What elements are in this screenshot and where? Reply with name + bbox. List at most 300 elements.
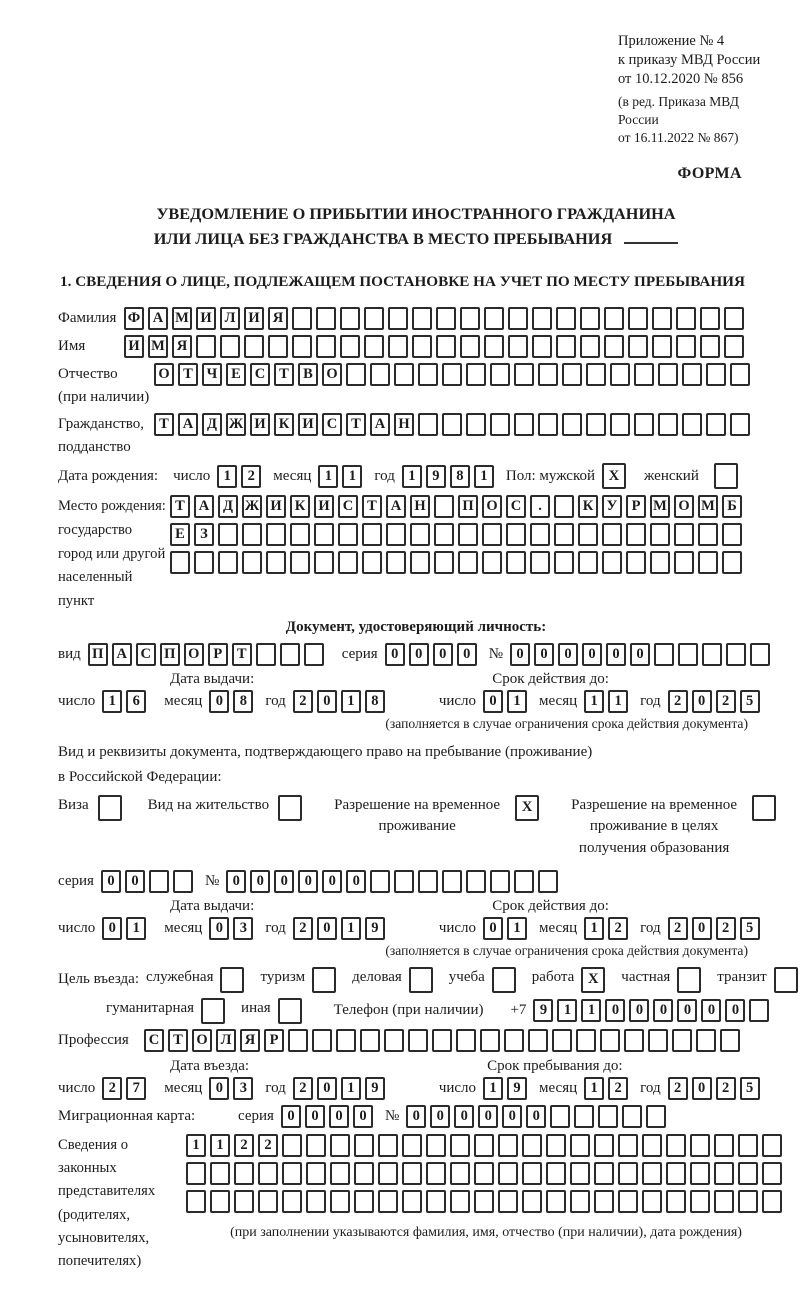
form-cell[interactable]: 0 <box>281 1105 301 1128</box>
form-cell[interactable] <box>498 1134 518 1157</box>
form-cell[interactable] <box>714 463 738 489</box>
form-cell[interactable]: 9 <box>365 1077 385 1100</box>
form-cell[interactable] <box>258 1190 278 1213</box>
form-cell[interactable] <box>340 335 360 358</box>
form-cell[interactable] <box>330 1134 350 1157</box>
form-cell[interactable]: Л <box>216 1029 236 1052</box>
form-cell[interactable] <box>402 1134 422 1157</box>
form-cell[interactable]: Т <box>232 643 252 666</box>
form-cell[interactable] <box>554 551 574 574</box>
form-cell[interactable]: 1 <box>581 999 601 1022</box>
form-cell[interactable] <box>602 551 622 574</box>
form-cell[interactable]: А <box>194 495 214 518</box>
form-cell[interactable]: Ж <box>242 495 262 518</box>
form-cell[interactable] <box>570 1162 590 1185</box>
form-cell[interactable] <box>532 307 552 330</box>
form-cell[interactable] <box>738 1134 758 1157</box>
form-cell[interactable] <box>720 1029 740 1052</box>
form-cell[interactable]: И <box>314 495 334 518</box>
form-cell[interactable] <box>650 523 670 546</box>
form-cell[interactable] <box>490 413 510 436</box>
form-cell[interactable]: 9 <box>365 917 385 940</box>
form-cell[interactable] <box>562 363 582 386</box>
form-cell[interactable]: Б <box>722 495 742 518</box>
form-cell[interactable]: Т <box>168 1029 188 1052</box>
form-cell[interactable]: 0 <box>677 999 697 1022</box>
form-cell[interactable]: 0 <box>510 643 530 666</box>
form-cell[interactable]: 0 <box>430 1105 450 1128</box>
form-cell[interactable]: . <box>530 495 550 518</box>
form-cell[interactable] <box>442 413 462 436</box>
form-cell[interactable]: 2 <box>293 690 313 713</box>
form-cell[interactable] <box>690 1134 710 1157</box>
form-cell[interactable] <box>514 870 534 893</box>
form-cell[interactable] <box>173 870 193 893</box>
form-cell[interactable]: С <box>250 363 270 386</box>
form-cell[interactable] <box>242 551 262 574</box>
form-cell[interactable] <box>602 523 622 546</box>
form-cell[interactable] <box>186 1190 206 1213</box>
form-cell[interactable] <box>722 523 742 546</box>
form-cell[interactable] <box>282 1134 302 1157</box>
form-cell[interactable] <box>316 335 336 358</box>
form-cell[interactable] <box>530 523 550 546</box>
form-cell[interactable] <box>436 307 456 330</box>
form-cell[interactable]: Т <box>346 413 366 436</box>
form-cell[interactable] <box>578 551 598 574</box>
form-cell[interactable] <box>628 307 648 330</box>
form-cell[interactable]: И <box>298 413 318 436</box>
form-cell[interactable] <box>412 307 432 330</box>
form-cell[interactable] <box>604 307 624 330</box>
form-cell[interactable] <box>726 643 746 666</box>
form-cell[interactable] <box>762 1162 782 1185</box>
form-cell[interactable]: Р <box>208 643 228 666</box>
form-cell[interactable]: 2 <box>668 917 688 940</box>
form-cell[interactable]: 2 <box>241 465 261 488</box>
form-cell[interactable]: М <box>172 307 192 330</box>
form-cell[interactable]: А <box>112 643 132 666</box>
form-cell[interactable] <box>258 1162 278 1185</box>
form-cell[interactable] <box>682 363 702 386</box>
form-cell[interactable] <box>434 495 454 518</box>
form-cell[interactable]: 2 <box>293 1077 313 1100</box>
form-cell[interactable] <box>340 307 360 330</box>
form-cell[interactable]: Я <box>268 307 288 330</box>
form-cell[interactable] <box>409 967 433 993</box>
form-cell[interactable]: 0 <box>298 870 318 893</box>
form-cell[interactable] <box>666 1134 686 1157</box>
form-cell[interactable]: 1 <box>126 917 146 940</box>
form-cell[interactable]: Е <box>226 363 246 386</box>
form-cell[interactable] <box>522 1190 542 1213</box>
form-cell[interactable]: 1 <box>507 690 527 713</box>
form-cell[interactable] <box>218 551 238 574</box>
form-cell[interactable]: 2 <box>234 1134 254 1157</box>
form-cell[interactable] <box>774 967 798 993</box>
form-cell[interactable]: 0 <box>457 643 477 666</box>
form-cell[interactable]: Ф <box>124 307 144 330</box>
form-cell[interactable]: 3 <box>233 1077 253 1100</box>
form-cell[interactable] <box>538 363 558 386</box>
form-cell[interactable] <box>492 967 516 993</box>
form-cell[interactable] <box>434 551 454 574</box>
form-cell[interactable] <box>546 1190 566 1213</box>
form-cell[interactable]: 7 <box>126 1077 146 1100</box>
form-cell[interactable]: К <box>290 495 310 518</box>
form-cell[interactable]: О <box>482 495 502 518</box>
form-cell[interactable] <box>498 1162 518 1185</box>
form-cell[interactable]: 2 <box>716 690 736 713</box>
form-cell[interactable] <box>410 523 430 546</box>
form-cell[interactable]: 9 <box>533 999 553 1022</box>
form-cell[interactable]: 1 <box>402 465 422 488</box>
form-cell[interactable] <box>696 1029 716 1052</box>
form-cell[interactable] <box>690 1190 710 1213</box>
form-cell[interactable]: О <box>674 495 694 518</box>
form-cell[interactable]: 6 <box>126 690 146 713</box>
form-cell[interactable]: 0 <box>406 1105 426 1128</box>
form-cell[interactable] <box>658 413 678 436</box>
form-cell[interactable] <box>314 551 334 574</box>
form-cell[interactable]: А <box>386 495 406 518</box>
form-cell[interactable] <box>706 413 726 436</box>
form-cell[interactable] <box>434 523 454 546</box>
form-cell[interactable]: 0 <box>478 1105 498 1128</box>
form-cell[interactable] <box>610 363 630 386</box>
form-cell[interactable] <box>466 363 486 386</box>
form-cell[interactable]: 0 <box>209 917 229 940</box>
form-cell[interactable] <box>730 363 750 386</box>
form-cell[interactable] <box>622 1105 642 1128</box>
form-cell[interactable] <box>730 413 750 436</box>
form-cell[interactable] <box>634 413 654 436</box>
form-cell[interactable] <box>278 998 302 1024</box>
form-cell[interactable] <box>594 1162 614 1185</box>
form-cell[interactable] <box>450 1162 470 1185</box>
form-cell[interactable] <box>456 1029 476 1052</box>
form-cell[interactable] <box>312 967 336 993</box>
form-cell[interactable] <box>280 643 300 666</box>
form-cell[interactable] <box>504 1029 524 1052</box>
form-cell[interactable] <box>402 1190 422 1213</box>
form-cell[interactable]: Я <box>240 1029 260 1052</box>
form-cell[interactable] <box>418 413 438 436</box>
form-cell[interactable]: И <box>266 495 286 518</box>
form-cell[interactable] <box>506 551 526 574</box>
form-cell[interactable] <box>458 523 478 546</box>
form-cell[interactable] <box>570 1134 590 1157</box>
form-cell[interactable] <box>714 1190 734 1213</box>
form-cell[interactable] <box>514 363 534 386</box>
form-cell[interactable] <box>218 523 238 546</box>
form-cell[interactable] <box>598 1105 618 1128</box>
form-cell[interactable]: М <box>698 495 718 518</box>
form-cell[interactable]: 0 <box>353 1105 373 1128</box>
form-cell[interactable] <box>600 1029 620 1052</box>
form-cell[interactable] <box>530 551 550 574</box>
form-cell[interactable] <box>306 1162 326 1185</box>
form-cell[interactable] <box>574 1105 594 1128</box>
form-cell[interactable] <box>484 307 504 330</box>
form-cell[interactable]: Т <box>170 495 190 518</box>
form-cell[interactable] <box>676 335 696 358</box>
form-cell[interactable] <box>244 335 264 358</box>
form-cell[interactable] <box>316 307 336 330</box>
form-cell[interactable] <box>749 999 769 1022</box>
form-cell[interactable]: 9 <box>507 1077 527 1100</box>
form-cell[interactable] <box>538 870 558 893</box>
form-cell[interactable]: Т <box>154 413 174 436</box>
form-cell[interactable] <box>292 307 312 330</box>
form-cell[interactable]: Ч <box>202 363 222 386</box>
form-cell[interactable]: 0 <box>250 870 270 893</box>
form-cell[interactable] <box>330 1162 350 1185</box>
form-cell[interactable]: 1 <box>210 1134 230 1157</box>
form-cell[interactable] <box>642 1134 662 1157</box>
form-cell[interactable] <box>528 1029 548 1052</box>
form-cell[interactable] <box>312 1029 332 1052</box>
form-cell[interactable]: 0 <box>101 870 121 893</box>
form-cell[interactable]: А <box>370 413 390 436</box>
form-cell[interactable] <box>330 1190 350 1213</box>
form-cell[interactable] <box>618 1190 638 1213</box>
form-cell[interactable]: 0 <box>346 870 366 893</box>
form-cell[interactable]: 0 <box>409 643 429 666</box>
form-cell[interactable] <box>354 1162 374 1185</box>
form-cell[interactable]: 1 <box>217 465 237 488</box>
form-cell[interactable]: П <box>88 643 108 666</box>
form-cell[interactable] <box>538 413 558 436</box>
form-cell[interactable] <box>386 551 406 574</box>
form-cell[interactable] <box>556 307 576 330</box>
form-cell[interactable] <box>220 967 244 993</box>
form-cell[interactable]: 3 <box>233 917 253 940</box>
form-cell[interactable] <box>426 1134 446 1157</box>
form-cell[interactable] <box>556 335 576 358</box>
form-cell[interactable] <box>554 495 574 518</box>
form-cell[interactable] <box>288 1029 308 1052</box>
form-cell[interactable] <box>700 335 720 358</box>
form-cell[interactable]: 0 <box>534 643 554 666</box>
form-cell[interactable] <box>522 1162 542 1185</box>
form-cell[interactable]: П <box>160 643 180 666</box>
form-cell[interactable]: 1 <box>474 465 494 488</box>
form-cell[interactable] <box>552 1029 572 1052</box>
form-cell[interactable] <box>98 795 122 821</box>
form-cell[interactable] <box>690 1162 710 1185</box>
form-cell[interactable] <box>336 1029 356 1052</box>
form-cell[interactable]: 1 <box>341 690 361 713</box>
form-cell[interactable] <box>480 1029 500 1052</box>
form-cell[interactable] <box>634 363 654 386</box>
form-cell[interactable] <box>676 307 696 330</box>
form-cell[interactable] <box>384 1029 404 1052</box>
form-cell[interactable] <box>724 307 744 330</box>
form-cell[interactable]: 1 <box>342 465 362 488</box>
form-cell[interactable] <box>432 1029 452 1052</box>
form-cell[interactable] <box>714 1134 734 1157</box>
form-cell[interactable]: И <box>250 413 270 436</box>
form-cell[interactable]: И <box>196 307 216 330</box>
form-cell[interactable] <box>738 1190 758 1213</box>
form-cell[interactable] <box>482 551 502 574</box>
form-cell[interactable] <box>266 551 286 574</box>
form-cell[interactable]: Е <box>170 523 190 546</box>
form-cell[interactable] <box>378 1162 398 1185</box>
form-cell[interactable]: 0 <box>322 870 342 893</box>
form-cell[interactable]: 0 <box>558 643 578 666</box>
form-cell[interactable] <box>282 1162 302 1185</box>
form-cell[interactable]: 8 <box>233 690 253 713</box>
form-cell[interactable] <box>436 335 456 358</box>
form-cell[interactable] <box>674 551 694 574</box>
form-cell[interactable] <box>306 1134 326 1157</box>
form-cell[interactable] <box>234 1190 254 1213</box>
form-cell[interactable] <box>576 1029 596 1052</box>
form-cell[interactable] <box>388 307 408 330</box>
form-cell[interactable] <box>546 1134 566 1157</box>
form-cell[interactable] <box>750 643 770 666</box>
form-cell[interactable]: П <box>458 495 478 518</box>
form-cell[interactable]: Я <box>172 335 192 358</box>
form-cell[interactable] <box>666 1162 686 1185</box>
form-cell[interactable] <box>282 1190 302 1213</box>
form-cell[interactable]: 0 <box>209 1077 229 1100</box>
form-cell[interactable]: 2 <box>668 690 688 713</box>
form-cell[interactable] <box>554 523 574 546</box>
form-cell[interactable] <box>698 523 718 546</box>
form-cell[interactable] <box>762 1134 782 1157</box>
form-cell[interactable] <box>364 335 384 358</box>
form-cell[interactable] <box>648 1029 668 1052</box>
form-cell[interactable]: С <box>322 413 342 436</box>
form-cell[interactable] <box>346 363 366 386</box>
form-cell[interactable] <box>508 307 528 330</box>
form-cell[interactable] <box>474 1134 494 1157</box>
form-cell[interactable]: 0 <box>317 690 337 713</box>
form-cell[interactable]: 2 <box>258 1134 278 1157</box>
form-cell[interactable] <box>682 413 702 436</box>
form-cell[interactable] <box>402 1162 422 1185</box>
form-cell[interactable] <box>594 1190 614 1213</box>
form-cell[interactable] <box>220 335 240 358</box>
form-cell[interactable] <box>626 551 646 574</box>
form-cell[interactable] <box>266 523 286 546</box>
form-cell[interactable]: У <box>602 495 622 518</box>
form-cell[interactable] <box>482 523 502 546</box>
form-cell[interactable] <box>628 335 648 358</box>
form-cell[interactable] <box>604 335 624 358</box>
form-cell[interactable]: 2 <box>716 917 736 940</box>
form-cell[interactable]: 1 <box>186 1134 206 1157</box>
form-cell[interactable] <box>304 643 324 666</box>
form-cell[interactable]: 0 <box>305 1105 325 1128</box>
form-cell[interactable] <box>466 870 486 893</box>
form-cell[interactable]: 0 <box>629 999 649 1022</box>
form-cell[interactable]: 8 <box>450 465 470 488</box>
form-cell[interactable]: 0 <box>502 1105 522 1128</box>
form-cell[interactable] <box>370 870 390 893</box>
form-cell[interactable] <box>201 998 225 1024</box>
form-cell[interactable]: 0 <box>385 643 405 666</box>
form-cell[interactable] <box>210 1162 230 1185</box>
form-cell[interactable]: О <box>154 363 174 386</box>
form-cell[interactable]: К <box>274 413 294 436</box>
form-cell[interactable]: Т <box>178 363 198 386</box>
form-cell[interactable]: Р <box>626 495 646 518</box>
form-cell[interactable]: 1 <box>584 917 604 940</box>
form-cell[interactable] <box>149 870 169 893</box>
form-cell[interactable] <box>360 1029 380 1052</box>
form-cell[interactable]: 0 <box>329 1105 349 1128</box>
form-cell[interactable] <box>386 523 406 546</box>
form-cell[interactable] <box>546 1162 566 1185</box>
form-cell[interactable] <box>610 413 630 436</box>
form-cell[interactable]: З <box>194 523 214 546</box>
form-cell[interactable]: 0 <box>226 870 246 893</box>
form-cell[interactable] <box>418 870 438 893</box>
form-cell[interactable]: 0 <box>692 690 712 713</box>
form-cell[interactable] <box>650 551 670 574</box>
form-cell[interactable]: 0 <box>317 1077 337 1100</box>
form-cell[interactable]: М <box>650 495 670 518</box>
form-cell[interactable] <box>522 1134 542 1157</box>
form-cell[interactable] <box>578 523 598 546</box>
form-cell[interactable] <box>362 523 382 546</box>
form-cell[interactable] <box>460 307 480 330</box>
form-cell[interactable]: 0 <box>454 1105 474 1128</box>
form-cell[interactable]: О <box>192 1029 212 1052</box>
form-cell[interactable]: О <box>184 643 204 666</box>
form-cell[interactable] <box>362 551 382 574</box>
form-cell[interactable]: 1 <box>507 917 527 940</box>
form-cell[interactable] <box>646 1105 666 1128</box>
form-cell[interactable] <box>706 363 726 386</box>
form-cell[interactable] <box>460 335 480 358</box>
form-cell[interactable] <box>354 1190 374 1213</box>
form-cell[interactable] <box>450 1134 470 1157</box>
form-cell[interactable] <box>170 551 190 574</box>
form-cell[interactable]: К <box>578 495 598 518</box>
form-cell[interactable]: X <box>515 795 539 821</box>
form-cell[interactable] <box>762 1190 782 1213</box>
form-cell[interactable] <box>724 335 744 358</box>
form-cell[interactable]: Ж <box>226 413 246 436</box>
form-cell[interactable] <box>338 523 358 546</box>
form-cell[interactable] <box>580 335 600 358</box>
form-cell[interactable] <box>210 1190 230 1213</box>
form-cell[interactable] <box>394 870 414 893</box>
form-cell[interactable]: 0 <box>692 917 712 940</box>
form-cell[interactable] <box>700 307 720 330</box>
form-cell[interactable] <box>194 551 214 574</box>
form-cell[interactable]: 0 <box>102 917 122 940</box>
form-cell[interactable]: X <box>581 967 605 993</box>
form-cell[interactable] <box>418 363 438 386</box>
form-cell[interactable] <box>394 363 414 386</box>
form-cell[interactable]: 0 <box>483 917 503 940</box>
form-cell[interactable]: 5 <box>740 917 760 940</box>
form-cell[interactable] <box>314 523 334 546</box>
form-cell[interactable]: С <box>136 643 156 666</box>
form-cell[interactable] <box>594 1134 614 1157</box>
form-cell[interactable] <box>442 870 462 893</box>
form-cell[interactable] <box>586 413 606 436</box>
form-cell[interactable] <box>378 1190 398 1213</box>
form-cell[interactable]: 0 <box>317 917 337 940</box>
form-cell[interactable]: 0 <box>582 643 602 666</box>
